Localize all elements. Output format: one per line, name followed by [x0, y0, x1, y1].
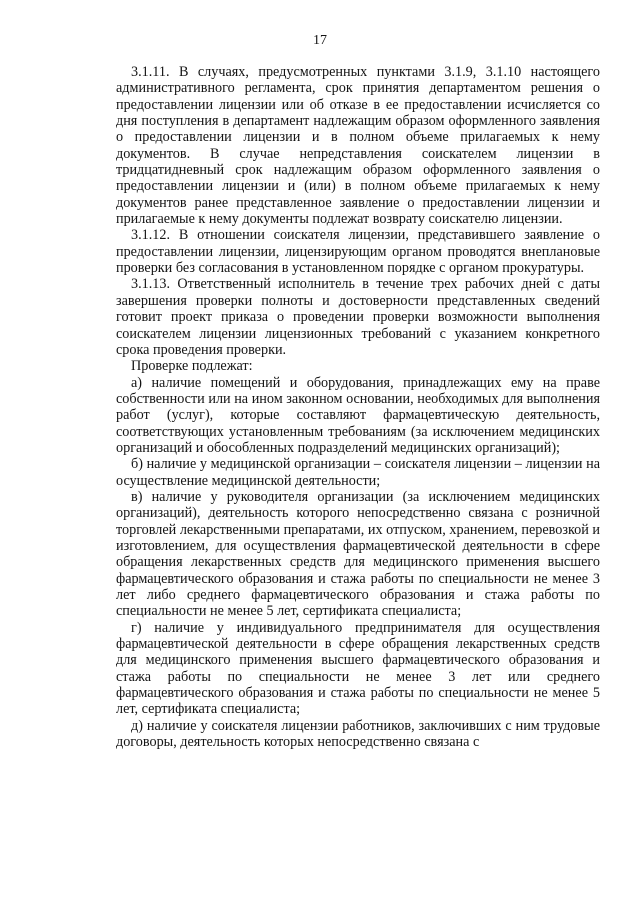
paragraph-verification-subjects: Проверке подлежат:	[131, 358, 253, 375]
list-item-g: г) наличие у индивидуального предпринимателя для осуществления фармацевтической деятельности в сфере обращения лекарственных средств для медицинского применения высшего фармацевтического образования и стажа работы по специальности не менее 3 лет или среднего фармацевтического образования и стажа работы по специальности не менее 5 лет, сертификата специалиста;	[116, 619, 600, 718]
document-body	[116, 64, 600, 750]
paragraph-3-1-12: 3.1.12. В отношении соискателя лицензии, представившего заявление о предоставлении лицензии, лицензирующим органом проводятся внеплановые проверки без согласования в установленном порядке с органом прокуратуры.	[116, 227, 600, 277]
list-item-a: а) наличие помещений и оборудования, принадлежащих ему на праве собственности или на ином законном основании, необходимых для выполнения работ (услуг), которые составляют фармацевтическую деятельность, соответствующих установленным требованиям (за исключением медицинских организаций и обособленных подразделений медицинских организаций);	[116, 374, 600, 456]
paragraph-3-1-11: 3.1.11. В случаях, предусмотренных пунктами 3.1.9, 3.1.10 настоящего административного регламента, срок принятия департаментом решения о предоставлении лицензии или об отказе в ее предоставлении исчисляется со дня поступления в департамент надлежащим образом оформленного заявления о предоставлении лицензии и в полном объеме прилагаемых к нему документов. В случае непредставления соискателем лицензии в тридцатидневный срок надлежащим образом оформленного заявления о предоставлении лицензии и (или) в полном объеме прилагаемых к нему документов ранее представленное заявление о предоставлении лицензии и прилагаемые к нему документы подлежат возврату соискателю лицензии.	[116, 64, 600, 228]
list-item-b: б) наличие у медицинской организации – соискателя лицензии – лицензии на осуществление медицинской деятельности;	[116, 456, 600, 489]
list-item-v: в) наличие у руководителя организации (за исключением медицинских организаций), деятельность которого непосредственно связана с розничной торговлей лекарственными препаратами, их отпуском, хранением, перевозкой и изготовлением, для осуществления фармацевтической деятельности в сфере обращения лекарственных средств для медицинского применения высшего фармацевтического образования и стажа работы по специальности не менее 3 лет либо среднего фармацевтического образования и стажа работы по специальности не менее 5 лет, сертификата специалиста;	[116, 488, 600, 620]
page-number: 17	[313, 33, 327, 48]
paragraph-3-1-13: 3.1.13. Ответственный исполнитель в течение трех рабочих дней с даты завершения проверки полноты и достоверности представленных сведений готовит проект приказа о проведении проверки возможности выполнения соискателем лицензии лицензионных требований с указанием конкретного срока проведения проверки.	[116, 276, 600, 358]
list-item-d: д) наличие у соискателя лицензии работников, заключивших с ним трудовые договоры, деятельность которых непосредственно связана с	[116, 717, 600, 751]
